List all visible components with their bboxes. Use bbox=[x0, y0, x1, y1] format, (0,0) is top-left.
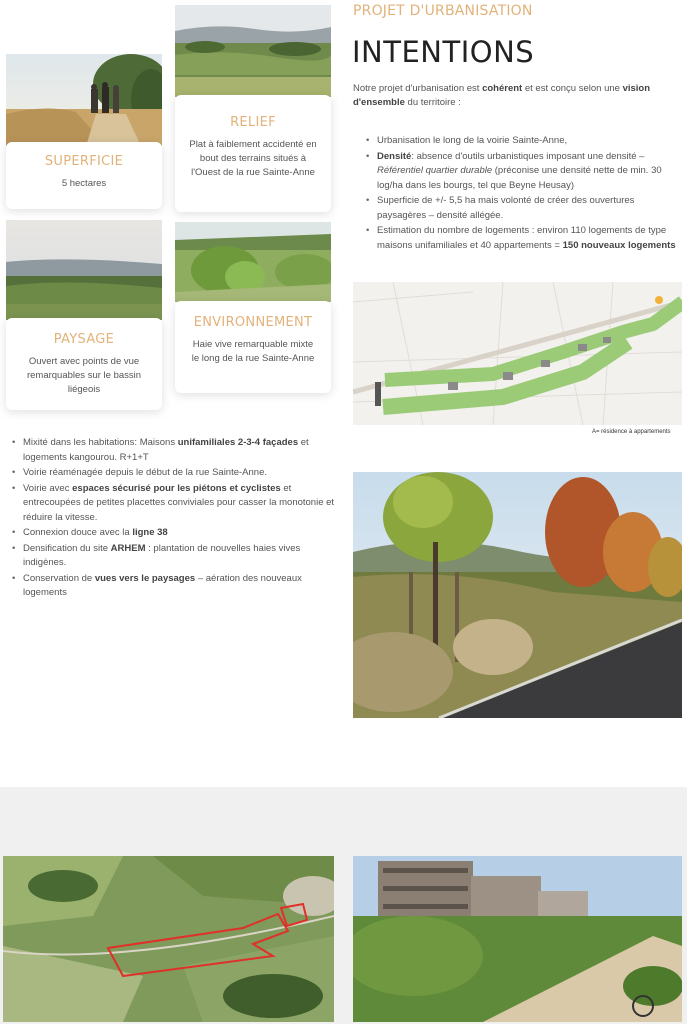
intro-text-3: du territoire : bbox=[404, 97, 461, 108]
card-paysage-text: Ouvert avec points de vue remarquables sur le bassin liégeois bbox=[26, 356, 142, 395]
list-item bbox=[12, 482, 342, 526]
feature-bold: vues vers le paysages bbox=[94, 572, 196, 584]
list-item bbox=[366, 150, 686, 194]
intention-text: Urbanisation le long de la voirie Sainte-Anne, bbox=[377, 135, 568, 146]
feature-text: Mixité dans les habitations: Maisons bbox=[23, 437, 178, 448]
card-paysage-title: PAYSAGE bbox=[53, 332, 115, 347]
card-environnement-title: ENVIRONNEMENT bbox=[193, 315, 313, 330]
list-item bbox=[366, 224, 686, 253]
card-paysage bbox=[6, 318, 162, 410]
list-item bbox=[366, 194, 686, 223]
card-relief-text: Plat à faiblement accidenté en bout des terrains situés à l'Ouest de la rue Sainte-Anne bbox=[189, 139, 317, 178]
feature-text: Voirie avec bbox=[23, 482, 73, 494]
intro-bold-2: vision d'ensemble bbox=[353, 83, 651, 108]
card-superficie bbox=[6, 142, 162, 209]
feature-bold: unifamiliales 2-3-4 façades bbox=[177, 437, 299, 448]
list-item bbox=[12, 466, 342, 481]
list-item bbox=[12, 436, 342, 465]
card-environnement bbox=[175, 301, 331, 393]
card-superficie-text: 5 hectares bbox=[61, 178, 107, 189]
list-item bbox=[12, 542, 342, 571]
feature-text: Conservation de bbox=[23, 572, 95, 584]
card-superficie-title: SUPERFICIE bbox=[44, 154, 124, 169]
intro-text-2: et est conçu selon une bbox=[522, 83, 623, 94]
feature-bold: espaces sécurisé pour les piétons et cyclistes bbox=[72, 482, 281, 494]
intention-italic: Référentiel quartier durable bbox=[377, 165, 493, 176]
feature-text: – aération des nouveaux logements bbox=[23, 572, 302, 598]
photo-walkers-path bbox=[6, 54, 162, 146]
photo-environnement-hedge bbox=[175, 222, 331, 302]
feature-text: Connexion douce avec la bbox=[23, 527, 133, 538]
photo-paysage-view bbox=[6, 220, 162, 320]
intention-text: Superficie de +/- 5,5 ha mais volonté de créer des ouvertures paysagères – densité allégée. bbox=[377, 195, 635, 221]
page-title: INTENTIONS bbox=[352, 35, 535, 69]
feature-text: et entrecoupées de petites placettes conviviales pour casser la monotonie et réduire la vitesse. bbox=[23, 482, 335, 523]
intention-bold: Densité bbox=[377, 150, 412, 162]
feature-text: Voirie réaménagée depuis le début de la rue Sainte-Anne. bbox=[23, 467, 268, 478]
intro-paragraph bbox=[353, 82, 663, 110]
feature-text: et logements kangourou. R+1+T bbox=[23, 437, 309, 463]
intentions-list bbox=[366, 134, 686, 254]
intro-text-1: Notre projet d'urbanisation est bbox=[353, 83, 483, 94]
intention-text: : absence d'outils urbanistiques imposant une densité – bbox=[411, 150, 645, 162]
list-item bbox=[12, 526, 342, 541]
card-relief bbox=[175, 95, 331, 212]
feature-bold: ARHEM bbox=[110, 542, 146, 554]
list-item bbox=[12, 572, 342, 601]
list-item bbox=[366, 134, 686, 149]
site-plan-map bbox=[353, 282, 682, 425]
photo-residential-buildings bbox=[353, 856, 682, 1022]
card-relief-title: RELIEF bbox=[230, 115, 276, 130]
feature-text: : plantation de nouvelles haies vives indigènes. bbox=[23, 542, 301, 568]
intention-text: Estimation du nombre de logements : environ 110 logements de type maisons unifamiliales et 40 appartements = bbox=[377, 225, 667, 251]
intention-text: (préconise une densité nette de min. 30 log/ha dans les bourgs, tel que Beyne Heusay) bbox=[377, 165, 662, 191]
card-environnement-text: Haie vive remarquable mixte le long de la rue Sainte-Anne bbox=[191, 339, 315, 364]
feature-text: Densification du site bbox=[23, 542, 111, 554]
photo-relief-fields bbox=[175, 5, 331, 97]
section-kicker: PROJET D'URBANISATION bbox=[353, 3, 533, 19]
photo-street-path bbox=[353, 472, 682, 718]
features-list bbox=[12, 436, 342, 602]
aerial-plot-map bbox=[3, 856, 334, 1022]
intro-bold-1: cohérent bbox=[482, 83, 523, 94]
feature-bold: ligne 38 bbox=[132, 527, 168, 538]
intention-bold: 150 nouveaux logements bbox=[562, 239, 676, 251]
plan-caption: A= résidence à appartements bbox=[592, 429, 671, 435]
